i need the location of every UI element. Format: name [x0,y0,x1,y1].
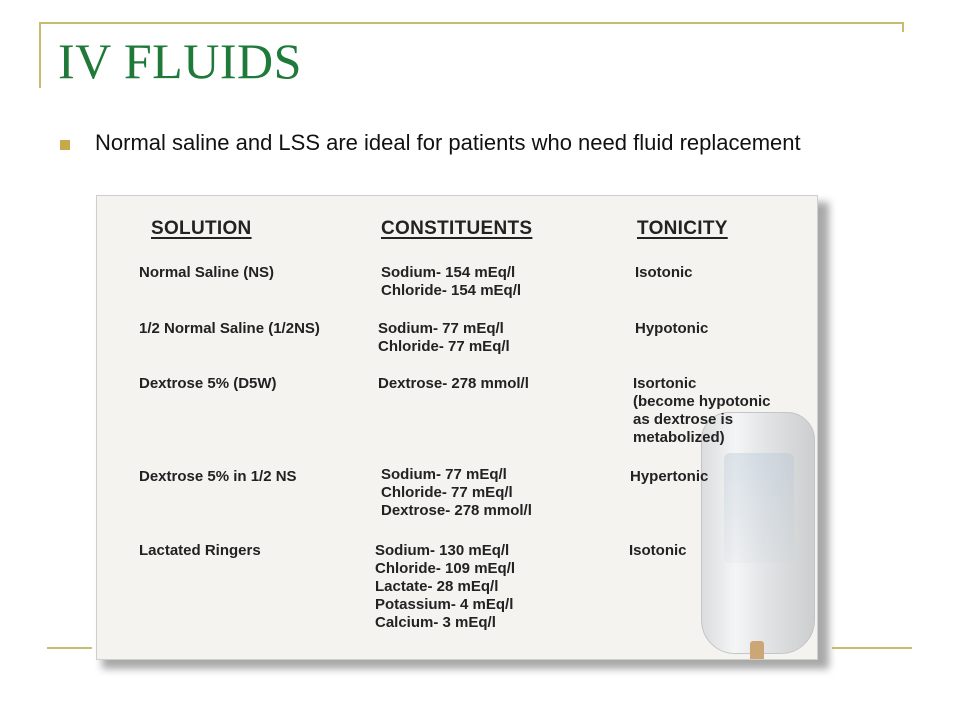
row-2-constituents: Sodium- 77 mEq/l Chloride- 77 mEq/l [378,320,510,355]
left-frame-line [39,22,41,88]
row-4-solution: Dextrose 5% in 1/2 NS [139,468,297,485]
row-3-tonicity: Isortonic (become hypotonic as dextrose is metabolized) [633,375,771,446]
row-1-constituents: Sodium- 154 mEq/l Chloride- 154 mEq/l [381,264,522,299]
row-3-constituents: Dextrose- 278 mmol/l [378,375,529,392]
row-2-solution: 1/2 Normal Saline (1/2NS) [139,320,320,337]
row-4-constituents: Sodium- 77 mEq/l Chloride- 77 mEq/l Dextrose- 278 mmol/l [381,466,532,519]
bullet-text: Normal saline and LSS are ideal for patients who need fluid replacement [95,130,801,155]
header-tonicity: TONICITY [637,218,728,239]
iv-bag-icon [701,412,815,654]
header-solution: SOLUTION [151,218,252,239]
bottom-accent-line-left [47,647,92,649]
header-constituents: CONSTITUENTS [381,218,533,239]
row-5-constituents: Sodium- 130 mEq/l Chloride- 109 mEq/l Lactate- 28 mEq/l Potassium- 4 mEq/l Calcium- 3 mEq/l [375,542,516,631]
bottom-accent-line-right [832,647,912,649]
top-frame-line [39,22,904,24]
row-4-tonicity: Hypertonic [630,468,709,485]
bullet-square-icon [60,140,70,150]
right-frame-tick [902,22,904,32]
row-1-solution: Normal Saline (NS) [139,264,275,281]
iv-bag-label [724,453,794,563]
row-2-tonicity: Hypotonic [635,320,709,337]
row-5-tonicity: Isotonic [629,542,687,559]
iv-fluids-table-image [96,195,818,660]
slide-title: IV FLUIDS [58,33,302,89]
row-5-solution: Lactated Ringers [139,542,261,559]
row-1-tonicity: Isotonic [635,264,693,281]
iv-bag-port [750,641,764,660]
row-3-solution: Dextrose 5% (D5W) [139,375,277,392]
